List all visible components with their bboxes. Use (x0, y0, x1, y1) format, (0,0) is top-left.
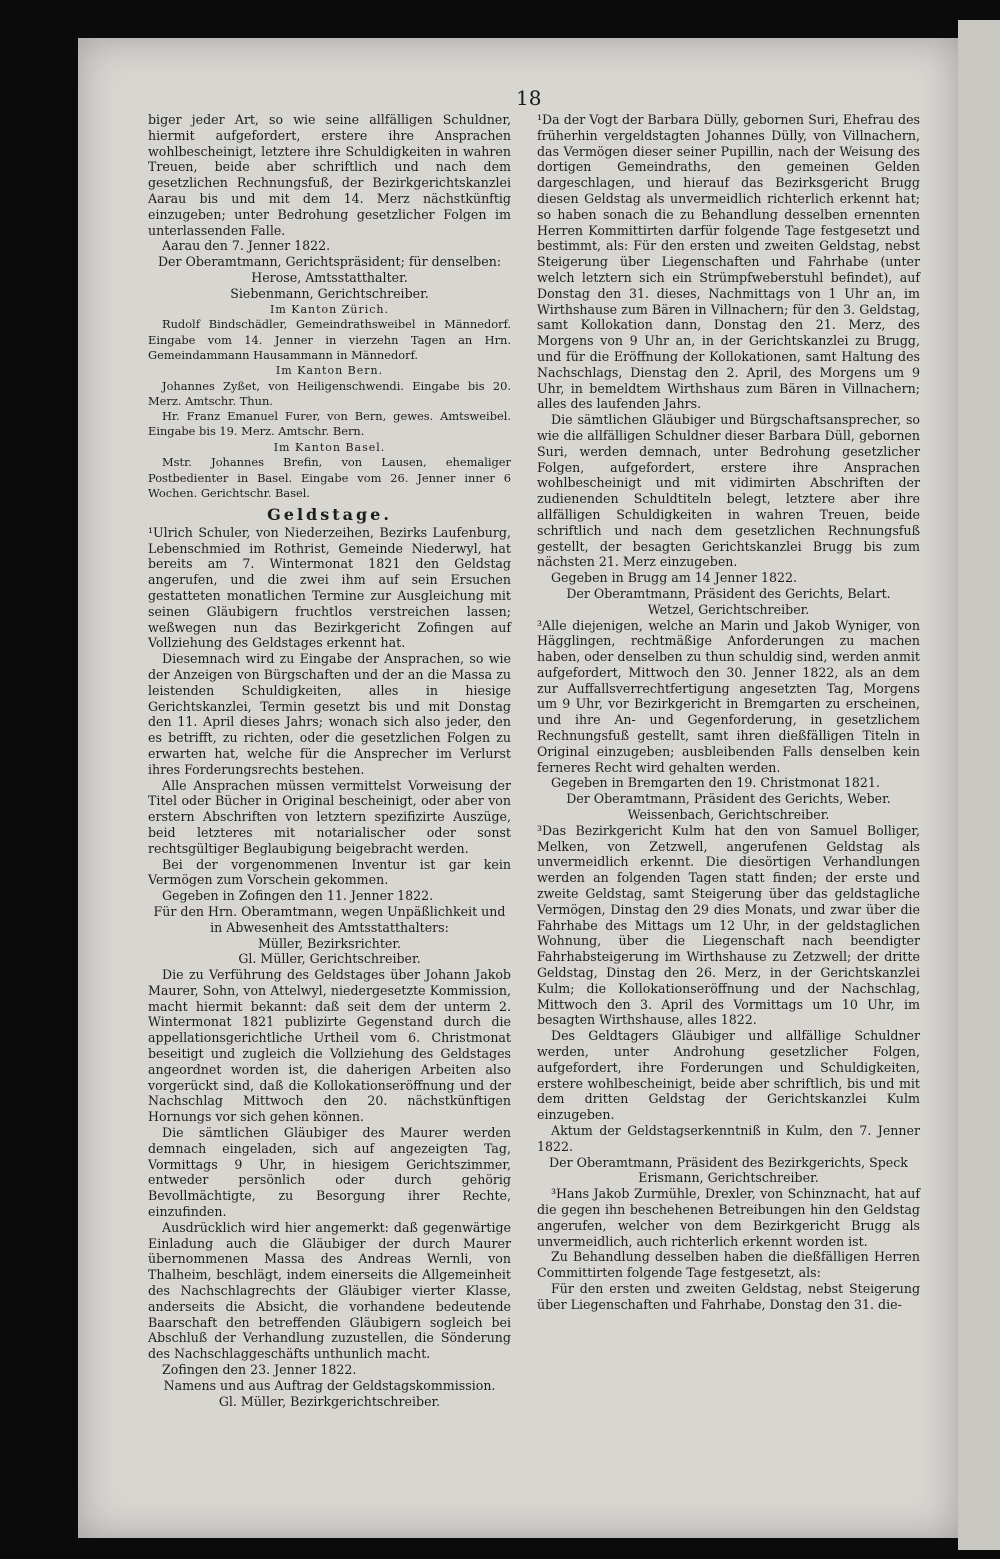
paragraph: Zu Behandlung desselben haben die dießfälligen Herren Committirten folgende Tage festgesetzt, als: (537, 1249, 920, 1281)
paragraph: Gl. Müller, Gerichtschreiber. (238, 951, 421, 967)
paragraph: Rudolf Bindschädler, Gemeindrathsweibel in Männedorf. Eingabe vom 14. Jenner in vierzehn Tagen an Hrn. Gemeindammann Hausammann in Männedorf. (148, 317, 511, 362)
paragraph: Namens und aus Auftrag der Geldstagskommission. (163, 1377, 496, 1393)
left-column (148, 112, 511, 1409)
paragraph: Der Oberamtmann, Präsident des Gerichts, Weber. (566, 791, 891, 807)
canton-label: Im Kanton Basel. (273, 440, 386, 454)
paragraph: Diesemnach wird zu Eingabe der Ansprachen, so wie der Anzeigen von Bürgschaften und der an die Massa zu leistenden Schuldigkeiten, alles in hiesige Gerichtskanzlei, Termin gesetzt bis und mit Donstag den 11. April dieses Jahrs; wonach sich also jeder, den es betrifft, zu richten, oder die gesetzlichen Folgen zu erwarten hat, welche für die Ansprecher im Verlurst ihres Forderungsrechts bestehen. (148, 651, 511, 777)
section-heading: Geldstage. (267, 504, 392, 524)
paragraph: ¹Ulrich Schuler, von Niederzeihen, Bezirks Laufenburg, Lebenschmied im Rothrist, Gemeinde Niederwyl, hat bereits am 7. Wintermonat 1821 den Geldstag angerufen, und die zwei ihm auf sein Ersuchen gestatteten monatlichen Termine zur Ausgleichung mit seinen Gläubigern fruchtlos verstreichen lassen; weßwegen nun das Bezirkgericht Zofingen auf Vollziehung des Geldstages erkennt hat. (148, 524, 511, 651)
paragraph: Die zu Verführung des Geldstages über Johann Jakob Maurer, Sohn, von Attelwyl, niedergesetzte Kommission, macht hiermit bekannt: daß seit dem der unterm 2. Wintermonat 1821 publizirte Gegenstand durch die appellationsgerichtliche Urtheil vom 6. Christmonat beseitigt und zugleich die Vollziehung des Geldstages angeordnet worden ist, die daherigen Arbeiten also vorgerückt sind, daß die Kollokationseröffnung und der Nachschlag Mittwoch den 20. nächstkünftigen Hornungs vor sich gehen können. (148, 967, 511, 1125)
paragraph: Der Oberamtmann, Präsident des Gerichts, Belart. (566, 585, 891, 601)
paragraph: Zofingen den 23. Jenner 1822. (162, 1362, 357, 1378)
paragraph: Johannes Zyßet, von Heiligenschwendi. Eingabe bis 20. Merz. Amtschr. Thun. (148, 378, 511, 408)
paragraph: Für den Hrn. Oberamtmann, wegen Unpäßlichkeit und in Abwesenheit des Amtsstatthalters: (153, 903, 506, 935)
page-number: 18 (516, 86, 542, 110)
paragraph: Mstr. Johannes Brefin, von Lausen, ehemaliger Postbedienter in Basel. Eingabe vom 26. Jenner inner 6 Wochen. Gerichtschr. Basel. (148, 455, 511, 500)
paragraph: Gegeben in Brugg am 14 Jenner 1822. (551, 570, 798, 586)
paragraph: ³Hans Jakob Zurmühle, Drexler, von Schinznacht, hat auf die gegen ihn beschehenen Betreibungen hin den Geldstag angerufen, welcher von dem Bezirkgericht Brugg als unvermeidlich, auch richterlich erkennt worden ist. (537, 1186, 920, 1249)
paragraph: Aktum der Geldstagserkenntniß in Kulm, den 7. Jenner 1822. (537, 1123, 920, 1154)
paragraph: Die sämtlichen Gläubiger des Maurer werden demnach eingeladen, sich auf angezeigten Tag, Vormittags 9 Uhr, in hiesigem Gerichtszimmer, entweder persönlich oder durch gehörig Bevollmächtigte, zu Besorgung ihrer Rechte, einzufinden. (148, 1125, 511, 1220)
paragraph: Hr. Franz Emanuel Furer, von Bern, gewes. Amtsweibel. Eingabe bis 19. Merz. Amtschr. Bern. (148, 409, 511, 439)
next-page-edge (958, 20, 1000, 1550)
paragraph: Der Oberamtmann, Präsident des Bezirkgerichts, Speck (549, 1154, 908, 1170)
paragraph: Alle Ansprachen müssen vermittelst Vorweisung der Titel oder Bücher in Original bescheinigt, oder aber von erstern Abschriften von letztern spezifizirte Auszüge, beid letzteres mit notarialischer oder sonst rechtsgültiger Beglaubigung beigebracht werden. (148, 777, 511, 856)
paragraph: Gl. Müller, Bezirkgerichtschreiber. (218, 1393, 441, 1409)
paragraph: Des Geldtagers Gläubiger und allfällige Schuldner werden, unter Androhung gesetzlicher Folgen, aufgefordert, ihre Forderungen und Schuldigkeiten, erstere wohlbescheinigt, beide aber schriftlich, bis und mit dem dritten Geldstag der Gerichtskanzlei Kulm einzugeben. (537, 1028, 920, 1123)
paragraph: Erismann, Gerichtschreiber. (638, 1170, 819, 1186)
paragraph: Bei der vorgenommenen Inventur ist gar kein Vermögen zum Vorschein gekommen. (148, 856, 511, 888)
paragraph: Gegeben in Bremgarten den 19. Christmonat 1821. (551, 775, 880, 791)
paragraph: Wetzel, Gerichtschreiber. (647, 601, 810, 617)
paragraph: Der Oberamtmann, Gerichtspräsident; für denselben: (157, 254, 502, 270)
paragraph: Für den ersten und zweiten Geldstag, nebst Steigerung über Liegenschaften und Fahrhabe, Donstag den 31. die- (537, 1280, 920, 1312)
paragraph: Siebenmann, Gerichtschreiber. (230, 285, 429, 301)
paragraph: ¹Da der Vogt der Barbara Dülly, gebornen Suri, Ehefrau des früherhin vergeldstagten Johannes Dülly, von Villnachern, das Vermögen dieser seiner Pupillin, nach der Weisung des dortigen Gemeindraths, den gemeinen Gelden dargeschlagen, und hierauf das Bezirksgericht Brugg diesen Geldstag als unvermeidlich richterlich erkennt hat; so haben sonach die zu Behandlung desselben ernennten Herren Kommittirten darfür folgende Tage festgesetzt und bestimmt, als: Für den ersten und zweiten Geldstag, nebst Steigerung über Liegenschaften und Fahrhabe (unter welch letztern sich ein Strümpfweberstuhl befindet), auf Donstag den 31. dieses, Nachmittags von 1 Uhr an, im Wirthshause zum Bären in Villnachern; für den 3. Geldstag, samt Kollokation dann, Donstag den 21. Merz, des Morgens von 9 Uhr an, in der Gerichtskanzlei zu Brugg, und für die Eröffnung der Kollokationen, samt Haltung des Nachschlags, Dienstag den 2. April, des Morgens um 9 Uhr, in bemeldtem Wirthshaus zum Bären in Villnachern; alles des laufenden Jahrs. (537, 112, 920, 412)
paragraph: Aarau den 7. Jenner 1822. (162, 238, 331, 254)
paragraph: ³Alle diejenigen, welche an Marin und Jakob Wyniger, von Hägglingen, rechtmäßige Anforderungen zu machen haben, oder denselben zu thun schuldig sind, werden anmit aufgefordert, Mittwoch den 30. Jenner 1822, als an dem zur Auffallsverrechtfertigung angesetzten Tag, Morgens um 9 Uhr, vor Bezirkgericht in Bremgarten zu erscheinen, und ihre An- und Gegenforderung, in gesetzlichem Rechnungsfuß gestellt, samt ihren dießfälligen Titeln in Original einzugeben; ausbleibenden Falls denselben kein ferneres Recht wird gehalten werden. (537, 617, 920, 775)
paragraph: Ausdrücklich wird hier angemerkt: daß gegenwärtige Einladung auch die Gläubiger der durch Maurer übernommenen Massa des Andreas Wernli, von Thalheim, beschlägt, indem einerseits die Allgemeinheit des Nachschlagrechts der Gläubiger vierter Klasse, anderseits die Absicht, die vorhandene bedeutende Baarschaft den betreffenden Gläubigern sogleich bei Abschluß der Verhandlung zuzustellen, die Sönderung des Nachschlaggeschäfts unthunlich macht. (148, 1219, 511, 1362)
paragraph: Weissenbach, Gerichtschreiber. (627, 807, 830, 823)
paragraph: Die sämtlichen Gläubiger und Bürgschaftsansprecher, so wie die allfälligen Schuldner dieser Barbara Düll, gebornen Suri, werden demnach, unter Bedrohung gesetzlicher Folgen, aufgefordert, erstere ihre Ansprachen wohlbescheinigt und mit vidimirten Abschriften der zudienenden Schuldtiteln belegt, letztere aber ihre allfälligen Schuldigkeiten in wahren Treuen, beide schriftlich und nach dem gesetzlichen Rechnungsfuß gestellt, der besagten Gerichtskanzlei Brugg bis zum nächsten 21. Merz einzugeben. (537, 412, 920, 570)
paragraph: ³Das Bezirkgericht Kulm hat den von Samuel Bolliger, Melken, von Zetzwell, angerufenen Geldstag als unvermeidlich erkennt. Die diesörtigen Verhandlungen werden an folgenden Tagen statt finden; der erste und zweite Geldstag, samt Steigerung über das geldstagliche Vermögen, Dinstag den 29 dies Monats, und zwar über die Fahrhabe des Mittags um 12 Uhr, in der geldstaglichen Wohnung, über die Liegenschaft nach beendigter Fahrhabsteigerung im Wirthshause zu Zetzwell; der dritte Geldstag, Dinstag den 26. Merz, in der Gerichtskanzlei Kulm; die Kollokationseröffnung und der Nachschlag, Mittwoch den 3. April des Vormittags um 10 Uhr, im besagten Wirthshause, alles 1822. (537, 822, 920, 1028)
paragraph: Müller, Bezirksrichter. (257, 935, 401, 951)
right-column (537, 112, 920, 1313)
canton-label: Im Kanton Bern. (275, 363, 384, 377)
paragraph: Gegeben in Zofingen den 11. Jenner 1822. (162, 888, 434, 904)
paragraph: Herose, Amtsstatthalter. (251, 269, 408, 285)
canton-label: Im Kanton Zürich. (269, 302, 389, 316)
paragraph: biger jeder Art, so wie seine allfälligen Schuldner, hiermit aufgefordert, erstere ihre Ansprachen wohlbescheinigt, letztere ihre Schuldigkeiten in wahren Treuen, beide aber schriftlich und nach dem gesetzlichen Rechnungsfuß, der Bezirkgerichtskanzlei Aarau bis und mit dem 14. Merz nächstkünftig einzugeben; unter Bedrohung gesetzlicher Folgen im unterlassenden Falle. (148, 112, 511, 238)
